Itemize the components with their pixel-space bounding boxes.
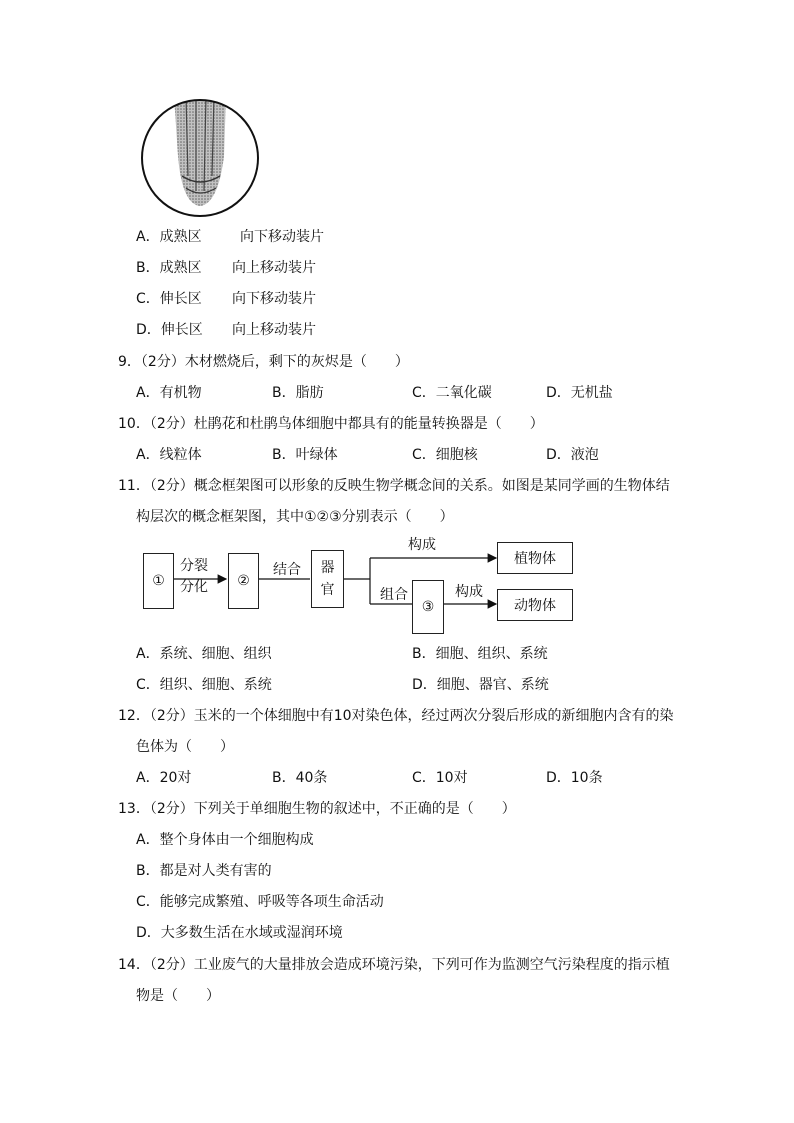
q8-option-a[interactable]: [136, 226, 324, 248]
option-action: 向下移动装片: [232, 291, 316, 307]
option-label: D．: [136, 322, 161, 338]
diagram-box-organ: [311, 550, 344, 608]
q9-stem: 9．（2分）木材燃烧后，剩下的灰烬是（ ）: [118, 354, 409, 370]
box-2-label: ②: [237, 573, 250, 589]
q9-option-a[interactable]: A．有机物: [136, 385, 202, 401]
q13-option-d[interactable]: D．大多数生活在水域或湿润环境: [136, 925, 343, 941]
option-action: 向上移动装片: [232, 260, 316, 276]
arrow-label-compose-bottom: 构成: [455, 584, 483, 600]
q11-option-d[interactable]: D．细胞、器官、系统: [412, 677, 549, 693]
q11-option-b[interactable]: B．细胞、组织、系统: [412, 646, 548, 662]
q12-option-c[interactable]: C．10对: [412, 770, 468, 786]
q11-stem-line2: 构层次的概念框架图，其中①②③分别表示（ ）: [136, 509, 454, 525]
option-text: 伸长区: [160, 322, 203, 338]
q8-option-b[interactable]: [136, 257, 316, 279]
option-text: 成熟区: [159, 260, 202, 276]
option-text: 伸长区: [159, 291, 202, 307]
q10-option-b[interactable]: B．叶绿体: [272, 447, 338, 463]
q13-option-b[interactable]: B．都是对人类有害的: [136, 863, 272, 879]
option-label: B．: [136, 260, 160, 276]
option-action: 向上移动装片: [232, 322, 316, 338]
q12-stem-line1: 12．（2分）玉米的一个体细胞中有10对染色体，经过两次分裂后形成的新细胞内含有的染: [118, 708, 674, 724]
option-action: 向下移动装片: [240, 229, 324, 245]
q8-option-c[interactable]: [136, 288, 316, 310]
arrow-label-divide: 分裂: [180, 558, 208, 574]
q13-option-a[interactable]: A．整个身体由一个细胞构成: [136, 832, 314, 848]
diagram-box-3: [412, 580, 444, 634]
arrow-label-combine: 结合: [273, 562, 301, 578]
q8-option-d[interactable]: [136, 319, 316, 341]
q11-option-c[interactable]: C．组织、细胞、系统: [136, 677, 272, 693]
root-tip-micrograph: [138, 96, 262, 220]
animal-label: 动物体: [514, 598, 556, 614]
q13-stem: 13．（2分）下列关于单细胞生物的叙述中，不正确的是（ ）: [118, 801, 516, 817]
plant-label: 植物体: [514, 551, 556, 567]
diagram-box-2: [228, 553, 259, 609]
box-organ-top: 器: [320, 560, 335, 576]
q14-stem-line1: 14．（2分）工业废气的大量排放会造成环境污染，下列可作为监测空气污染程度的指示植: [118, 957, 670, 973]
diagram-box-1: [143, 553, 174, 609]
option-text: 成熟区: [159, 229, 202, 245]
diagram-box-animal: [497, 589, 573, 621]
q12-option-d[interactable]: D．10条: [546, 770, 603, 786]
box-organ-bottom: 官: [320, 582, 335, 598]
q9-option-c[interactable]: C．二氧化碳: [412, 385, 492, 401]
q10-option-a[interactable]: A．线粒体: [136, 447, 202, 463]
q14-stem-line2: 物是（ ）: [136, 988, 220, 1004]
option-label: C．: [136, 291, 160, 307]
arrow-label-differentiate: 分化: [180, 579, 208, 595]
option-label: A．: [136, 229, 160, 245]
q13-option-c[interactable]: C．能够完成繁殖、呼吸等各项生命活动: [136, 894, 384, 910]
q11-option-a[interactable]: A．系统、细胞、组织: [136, 646, 272, 662]
q9-option-b[interactable]: B．脂肪: [272, 385, 324, 401]
q9-option-d[interactable]: D．无机盐: [546, 385, 613, 401]
box-3-label: ③: [421, 599, 435, 615]
q10-stem: 10．（2分）杜鹃花和杜鹃鸟体细胞中都具有的能量转换器是（ ）: [118, 416, 544, 432]
arrow-label-compose-top: 构成: [408, 537, 436, 553]
q10-option-d[interactable]: D．液泡: [546, 447, 599, 463]
q11-stem-line1: 11．（2分）概念框架图可以形象的反映生物学概念间的关系。如图是某同学画的生物体结: [118, 478, 670, 494]
q12-option-b[interactable]: B．40条: [272, 770, 328, 786]
arrow-label-assemble: 组合: [380, 587, 408, 603]
diagram-box-plant: [497, 542, 573, 574]
q10-option-c[interactable]: C．细胞核: [412, 447, 478, 463]
q12-option-a[interactable]: A．20对: [136, 770, 192, 786]
q12-stem-line2: 色体为（ ）: [136, 739, 234, 755]
box-1-label: ①: [152, 573, 165, 589]
